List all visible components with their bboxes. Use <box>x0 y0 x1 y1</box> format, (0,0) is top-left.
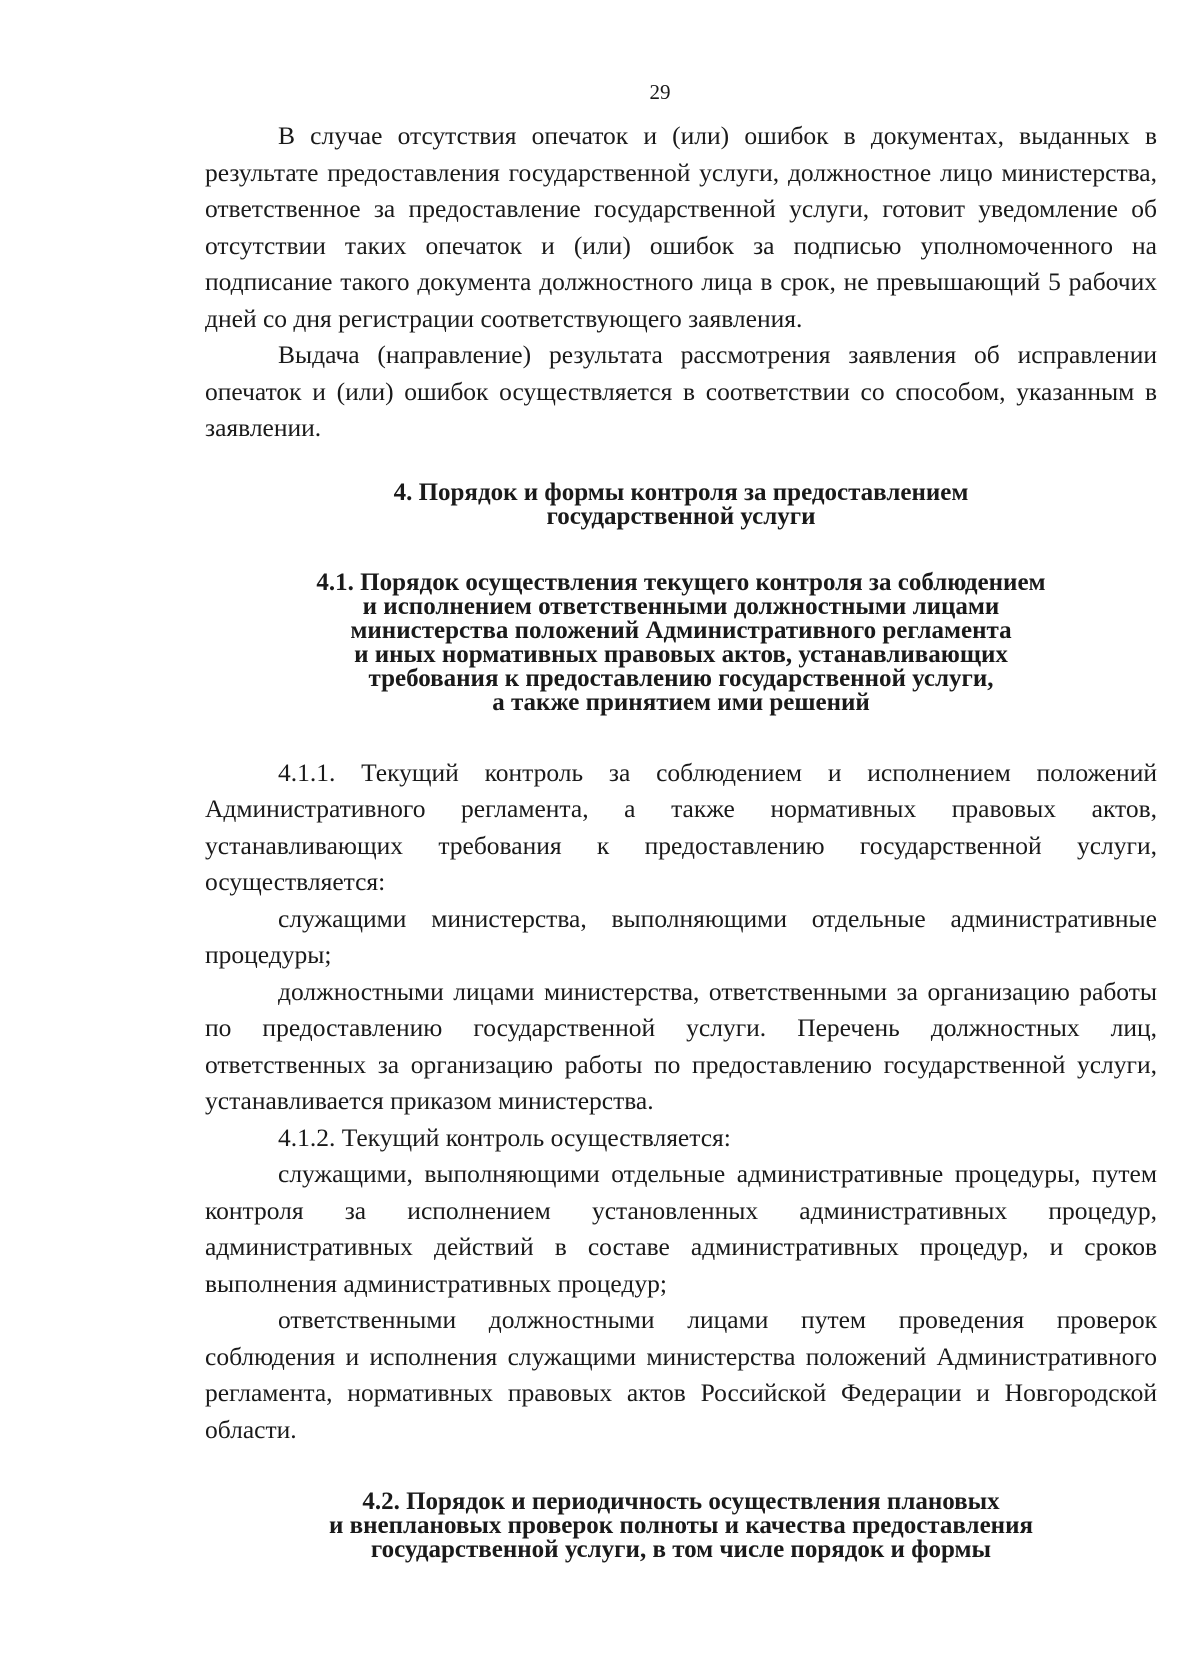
spacer <box>205 529 1157 571</box>
heading-line: государственной услуги, в том числе порядок и формы <box>370 1536 992 1563</box>
section-4-2-heading <box>205 1490 1157 1562</box>
heading-line: 4. Порядок и формы контроля за предоставлением <box>393 478 969 506</box>
paragraph-list-item: служащими, выполняющими отдельные административные процедуры, путем контроля за исполнением установленных административных процедур, административных действий в составе административных процедур, и сроков выполнения административных процедур; <box>205 1159 1157 1298</box>
heading-line: и внеплановых проверок полноты и качества предоставления <box>328 1512 1034 1539</box>
paragraph-4-1-2: 4.1.2. Текущий контроль осуществляется: <box>278 1122 731 1152</box>
heading-line: государственной услуги <box>546 502 816 530</box>
paragraph-list-item: ответственными должностными лицами путем проведения проверок соблюдения и исполнения служащими министерства положений Административного регламента, нормативных правовых актов Российской Федерации и Новгородской области. <box>205 1305 1157 1444</box>
document-body <box>205 118 1157 1562</box>
spacer <box>205 715 1157 755</box>
paragraph-4-1-1: 4.1.1. Текущий контроль за соблюдением и исполнением положений Административного регламента, а также нормативных правовых актов, устанавливающих требования к предоставлению государственной услуги, осуществляется: <box>205 757 1157 896</box>
spacer <box>205 1448 1157 1490</box>
paragraph-no-errors-notice: В случае отсутствия опечаток и (или) ошибок в документах, выданных в результате предоставления государственной услуги, должностное лицо министерства, ответственное за предоставление государственной услуги, готовит уведомление об отсутствии таких опечаток и (или) ошибок за подписью уполномоченного на подписание такого документа должностного лица в срок, не превышающий 5 рабочих дней со дня регистрации соответствующего заявления. <box>205 121 1157 333</box>
paragraph-result-delivery: Выдача (направление) результата рассмотрения заявления об исправлении опечаток и (или) ошибок осуществляется в соответствии со способом, указанным в заявлении. <box>205 340 1157 442</box>
heading-line: 4.1. Порядок осуществления текущего контроля за соблюдением <box>316 568 1046 596</box>
heading-line: а также принятием ими решений <box>492 688 870 716</box>
heading-line: требования к предоставлению государственной услуги, <box>368 664 994 692</box>
section-4-heading <box>205 478 1157 530</box>
heading-line: 4.2. Порядок и периодичность осуществления плановых <box>362 1488 1000 1515</box>
paragraph-list-item: должностными лицами министерства, ответственными за организацию работы по предоставлению государственной услуги. Перечень должностных лиц, ответственных за организацию работы по предоставлению государственной услуги, устанавливается приказом министерства. <box>205 976 1157 1115</box>
paragraph-list-item: служащими министерства, выполняющими отдельные административные процедуры; <box>205 903 1157 969</box>
section-4-1-heading <box>205 568 1157 716</box>
heading-line: и исполнением ответственными должностными лицами <box>362 592 1000 620</box>
heading-line: и иных нормативных правовых актов, устанавливающих <box>354 640 1008 668</box>
spacer <box>205 447 1157 481</box>
heading-line: министерства положений Административного регламента <box>350 616 1012 644</box>
page-number: 29 <box>649 80 671 104</box>
